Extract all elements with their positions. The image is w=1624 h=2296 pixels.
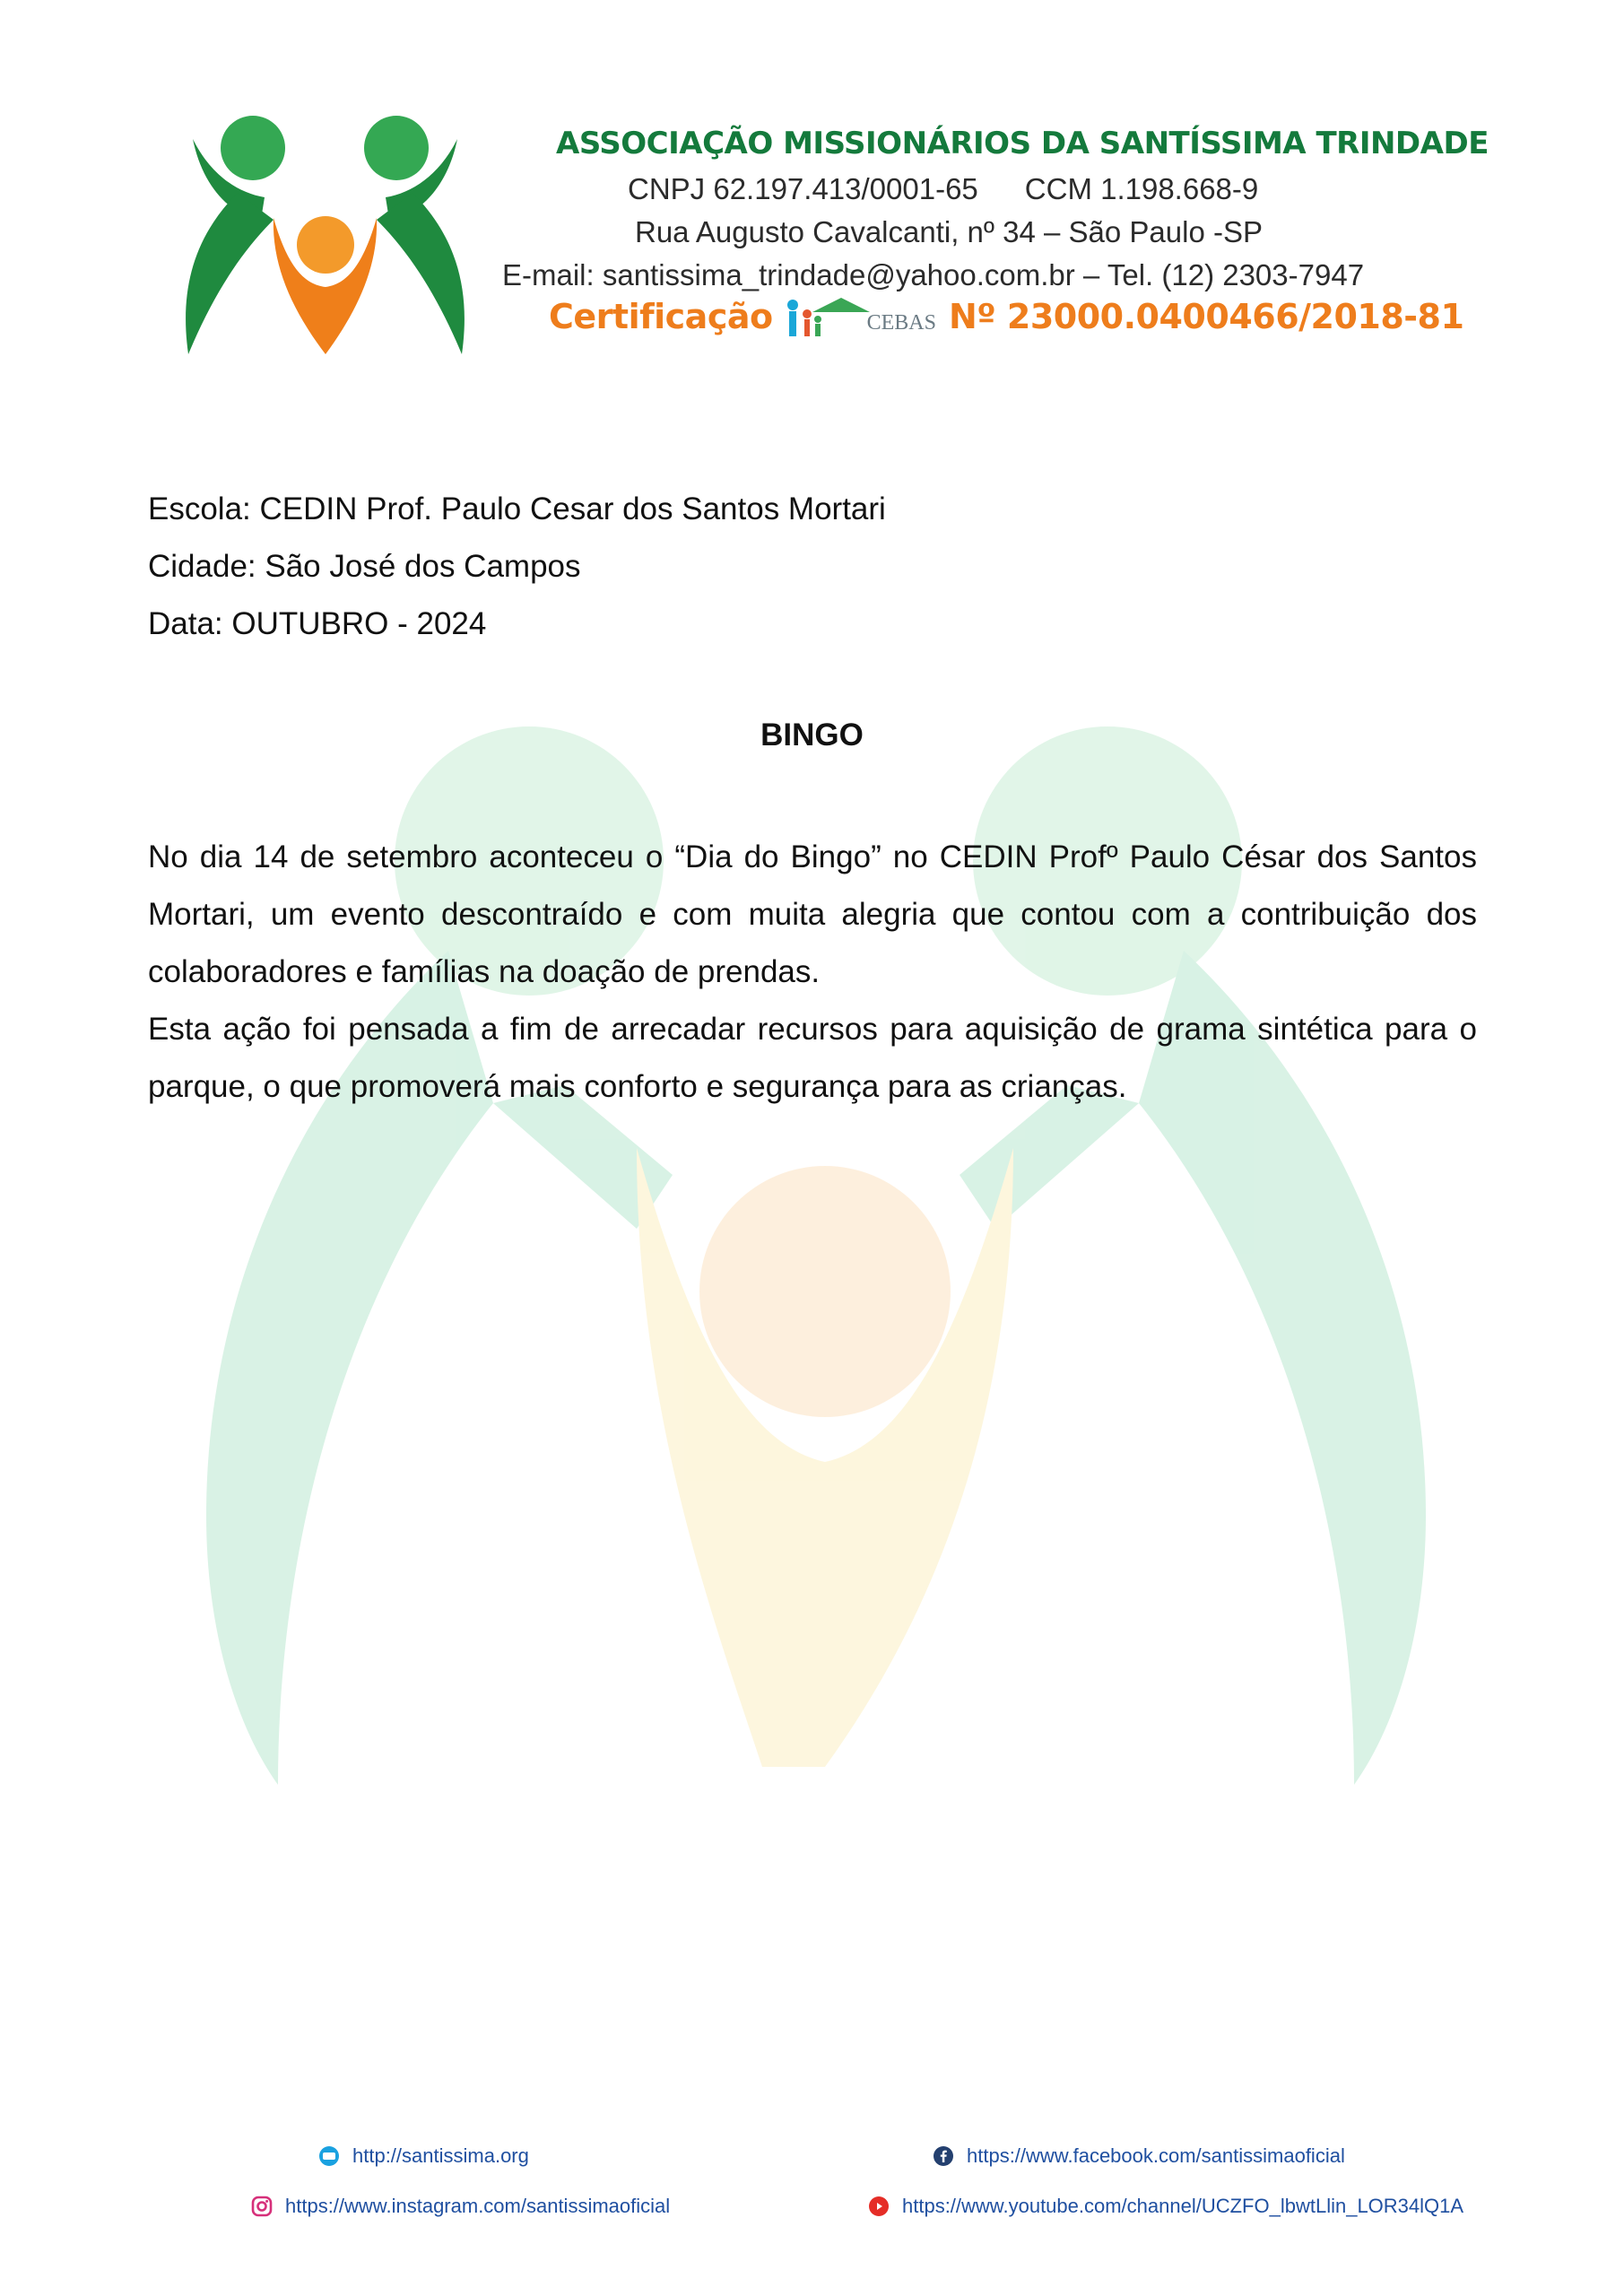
certification-line (549, 296, 1463, 337)
footer-instagram-link[interactable] (251, 2195, 670, 2218)
instagram-icon (251, 2196, 273, 2217)
youtube-url[interactable]: https://www.youtube.com/channel/UCZFO_lbwtLlin_LOR34lQ1A (902, 2195, 1464, 2217)
footer-site-link[interactable] (318, 2144, 529, 2168)
facebook-url[interactable]: https://www.facebook.com/santissimaoficial (967, 2144, 1345, 2167)
paragraph: No dia 14 de setembro aconteceu o “Dia do Bingo” no CEDIN Profº Paulo César dos Santos Mortari, um evento descontraído e com muita alegria que contou com a contribuição dos colaboradores e famílias na doação de prendas. (148, 839, 1477, 989)
certification-label: Certificação (549, 297, 773, 336)
paragraph: Esta ação foi pensada a fim de arrecadar recursos para aquisição de grama sintética para o parque, o que promoverá mais conforto e segurança para as crianças. (148, 1012, 1477, 1104)
cebas-logo-icon (786, 296, 871, 337)
missionaries-logo-icon (175, 112, 475, 354)
facebook-icon (933, 2145, 954, 2167)
report-body (148, 829, 1477, 1116)
ccm-text: CCM 1.198.668-9 (1024, 172, 1259, 205)
city-line: Cidade: São José dos Campos (148, 549, 581, 584)
report-title: BINGO (760, 718, 864, 752)
cnpj-text: CNPJ 62.197.413/0001-65 (628, 172, 978, 205)
date-line: Data: OUTUBRO - 2024 (148, 606, 487, 641)
organization-ids (628, 172, 1258, 206)
globe-icon (318, 2145, 340, 2167)
organization-address: Rua Augusto Cavalcanti, nº 34 – São Paulo -SP (635, 215, 1263, 248)
footer-facebook-link[interactable] (933, 2144, 1345, 2168)
instagram-url[interactable]: https://www.instagram.com/santissimaoficial (285, 2195, 671, 2217)
organization-contact: E-mail: santissima_trindade@yahoo.com.br – Tel. (12) 2303-7947 (502, 258, 1365, 291)
certification-number: Nº 23000.0400466/2018-81 (948, 297, 1464, 336)
cebas-text: CEBAS (866, 311, 936, 335)
footer-youtube-link[interactable] (868, 2195, 1463, 2218)
school-line: Escola: CEDIN Prof. Paulo Cesar dos Santos Mortari (148, 491, 886, 526)
site-url[interactable]: http://santissima.org (352, 2144, 529, 2167)
youtube-icon (868, 2196, 890, 2217)
organization-name: ASSOCIAÇÃO MISSIONÁRIOS DA SANTÍSSIMA TRINDADE (556, 126, 1489, 161)
cebas-seal (786, 296, 936, 337)
